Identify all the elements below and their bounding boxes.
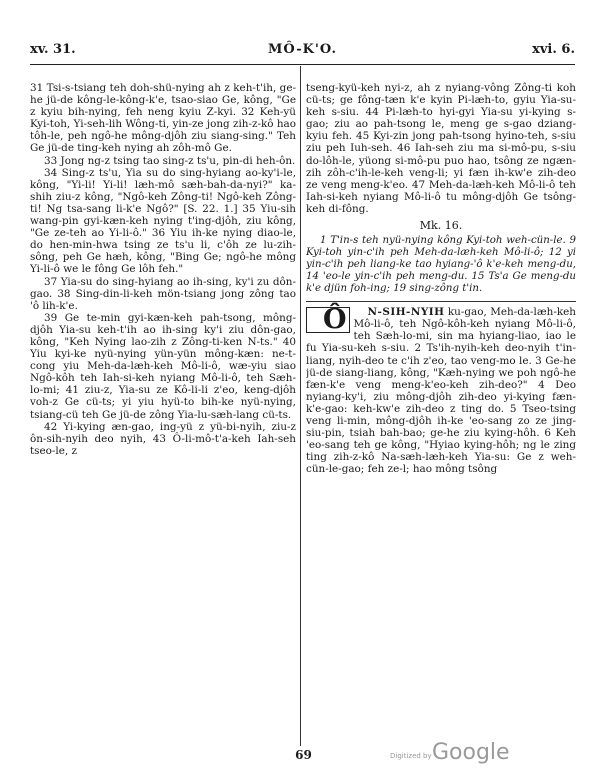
chapter-opening bbox=[306, 306, 576, 475]
left-column bbox=[30, 82, 296, 744]
chapter-heading: Mk. 16. bbox=[419, 219, 463, 233]
header-chapter-start: xv. 31. bbox=[30, 42, 76, 57]
summary-rule bbox=[306, 301, 576, 302]
column-divider bbox=[300, 66, 301, 746]
paragraph: 34 Sing-z ts'u, Yia su do sing-hyiang ao-ky'i-le, kông, "Yi-li! Yi-li! læh-mô sæh-bah-da-nyi?" ka-shih ziu-z kông, "Ngô-keh Zông-ti! Ngô-keh Zông-ti! Ng tsa-sang li-k'e Ngô?" [S. 22. 1.] 35 Yiu-sih wang-pin gyi-kæn-keh nying t'ing-djôh, ziu kông, "Ge ze-teh ao Yi-li-ô." 36 Yiu ih-ke nying diao-le, do hen-min-hwa tsing ze ts'u li, c'ôh ze lu-zih-sông, peh Ge hæh, kông, "Bing Ge; ngô-he mông Yi-li-ô we le fông Ge lôh feh." bbox=[30, 166, 296, 276]
header-rule bbox=[30, 64, 575, 65]
watermark-logo-text: Google bbox=[432, 740, 510, 765]
page-title: MÔ-K'O. bbox=[268, 42, 337, 57]
page-header bbox=[30, 42, 575, 60]
right-column bbox=[306, 82, 576, 744]
chapter-lead: N-SIH-NYIH bbox=[367, 306, 445, 319]
watermark-small-text: Digitized by bbox=[390, 752, 432, 760]
paragraph: 42 Yi-kying æn-gao, ing-yü z yü-bi-nyih, ziu-z ôn-sih-nyih deo nyih, 43 Ô-li-mô-t'a-keh Iah-seh tseo-le, z bbox=[30, 420, 296, 457]
page-number: 69 bbox=[295, 748, 312, 762]
chapter-summary: 1 T'in-s teh nyü-nying kông Kyi-toh weh-cün-le. 9 Kyi-toh yin-c'ih peh Meh-da-læh-keh Mô-li-ô; 12 yi yin-c'ih peh liang-ke tao hyiang-'ô k'e-keh meng-du, 14 'eo-le yin-c'ih peh meng-du. 15 Ts'a Ge meng-du k'e djün foh-ing; 19 sing-zông t'in. bbox=[306, 235, 576, 295]
drop-cap: Ô bbox=[306, 307, 350, 333]
chapter-text: ku-gao, Meh-da-læh-keh Mô-li-ô, teh Ngô-kôh-keh nyiang Mô-li-ô, teh Sæh-lo-mi, sin ma hyiang-liao, iao le fu Yia-su-keh s-siu. 2 Ts'ih-nyih-keh deo-nyih t'in-liang, nyih-deo te c'ih z'eo, tao veng-mo le. 3 Ge-he jü-de siang-liang, kông, "Kæh-nying we poh ngô-he fæn-k'e veng meng-k'eo-keh zih-deo?" 4 Deo nyiang-ky'i, ziu mông-djôh zih-deo yi-kying fæn-k'e-gao: keh-kw'e zih-deo z ting do. 5 Tseo-tsing veng li-min, mông-djôh ih-ke 'eo-sang zo ze jing-siu-pin, tsiah bah-bao; ge-he ziu kying-hôh. 6 Keh 'eo-sang teh ge kông, "Hyiao kying-hôh; ng le zing ting zih-z-kô Na-sæh-læh-keh Yia-su: Ge z weh-cün-le-gao; feh ze-l; hao mông tsông bbox=[306, 306, 576, 476]
paragraph: 39 Ge te-min gyi-kæn-keh pah-tsong, mông-djôh Yia-su keh-t'ih ao ih-sing ky'i ziu dôn-gao, kông, "Keh Nying lao-zih z Zông-ti-ken N-ts." 40 Yiu kyi-ke nyü-nying yün-yün mông-kæn: ne-t-cong yiu Meh-da-læh-keh Mô-li-ô, wæ-yiu siao Ngô-kôh teh Iah-si-keh nyiang Mô-li-ô, teh Sæh-lo-mi; 41 ziu-z, Yia-su ze Kô-li-li z'eo, keng-djôh voh-z Ge cü-ts; yi yiu hyü-to bih-ke nyü-nying, tsiang-cü teh Ge jü-de zông Yia-lu-sæh-lang cü-ts. bbox=[30, 311, 296, 421]
paragraph: 37 Yia-su do sing-hyiang ao ih-sing, ky'i zu dôn-gao. 38 Sing-din-li-keh mön-tsiang jong zông tao 'ô lih-k'e. bbox=[30, 275, 296, 312]
digitized-watermark bbox=[390, 740, 590, 770]
paragraph: 33 Jong ng-z tsing tao sing-z ts'u, pin-di heh-ôn. bbox=[44, 154, 296, 167]
header-chapter-end: xvi. 6. bbox=[532, 42, 575, 57]
paragraph: tseng-kyü-keh nyi-z, ah z nyiang-vông Zông-ti koh cü-ts; ge fông-tæn k'e kyin Pi-læh-to, gyiu Yia-su-keh s-siu. 44 Pi-læh-to hyi-gyi Yia-su yi-kying s-gao; ziu ao pah-tsong le, meng ge s-gao dziang-kyiu feh. 45 Kyi-zin jong pah-tsong hyino-teh, s-siu ziu peh Iuh-seh. 46 Iah-seh ziu ma si-mô-pu, s-siu do-lôh-le, yüong si-mô-pu puo hao, tsông ze ngæn-zih zôh-c'ih-le-keh veng-li; yi fæn ih-kw'e zih-deo ze veng meng-k'eo. 47 Meh-da-læh-keh Mô-li-ô teh Iah-si-keh nyiang Mô-li-ô tu mông-djôh Ge tsông-keh di-fông. bbox=[306, 82, 576, 215]
paragraph: 31 Tsi-s-tsiang teh doh-shü-nying ah z keh-t'ih, ge-he jü-de kông-le-kông-k'e, tsao-siao Ge, kông, "Ge z kyiu bih-nying, feh neng kyiu Z-kyi. 32 Keh-yü Kyi-toh, Yi-seh-lih Wông-ti, yin-ze jong zih-z-kô hao tôh-le, peh ngô-he mông-djôh ziu siang-sing." Teh Ge jü-de ting-keh nying ah zôh-mô Ge. bbox=[30, 82, 296, 155]
